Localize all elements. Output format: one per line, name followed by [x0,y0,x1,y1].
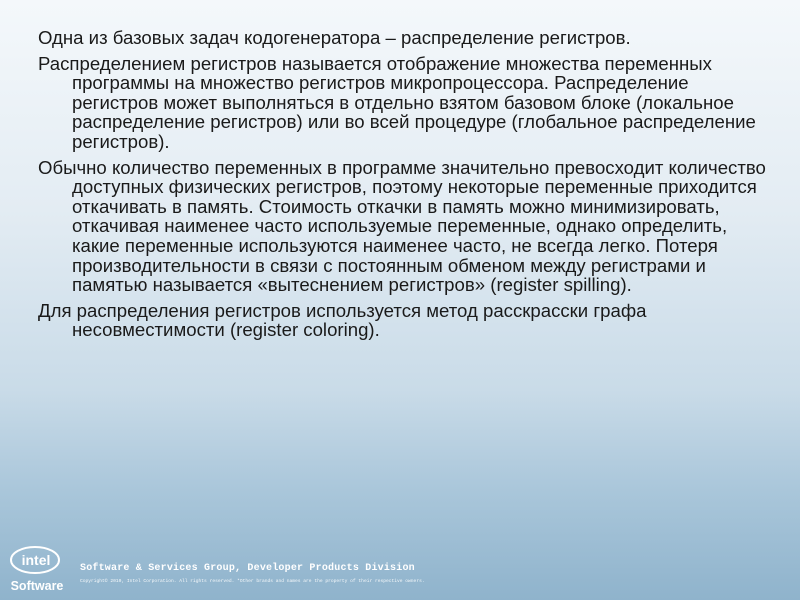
paragraph-3: Обычно количество переменных в программе значительно превосходит количество доступных физических регистров, поэтому некоторые переменные приходится откачивать в память. Стоимость откачки в память можно минимизировать, откачивая наименее часто используемые переменные, однако определить, какие переменные используются наименее часто, не всегда легко. Потеря производительности в связи с постоянным обменом между регистрами и памятью называется «вытеснением регистров» (register spilling). [38,156,766,296]
paragraph-1: Одна из базовых задач кодогенератора – распределение регистров. [38,27,631,48]
footer-title: Software & Services Group, Developer Products Division [80,563,415,574]
slide-footer [0,530,800,600]
paragraph-2: Распределением регистров называется отображение множества переменных программы на множество регистров микропроцессора. Распределение регистров может выполняться в отдельно взятом базовом блоке (локальное распределение регистров) или во всей процедуре (глобальное распределение регистров). [38,52,756,152]
logo-product-text: Software [10,579,64,593]
paragraph-4: Для распределения регистров используется метод расскрасски графа несовместимости (register coloring). [38,299,647,341]
logo-brand-text: intel [21,552,51,568]
intel-software-logo [8,542,66,594]
footer-copyright: Copyright© 2010, Intel Corporation. All rights reserved. *Other brands and names are the property of their respective owners. [80,579,425,584]
slide-body [38,28,768,346]
